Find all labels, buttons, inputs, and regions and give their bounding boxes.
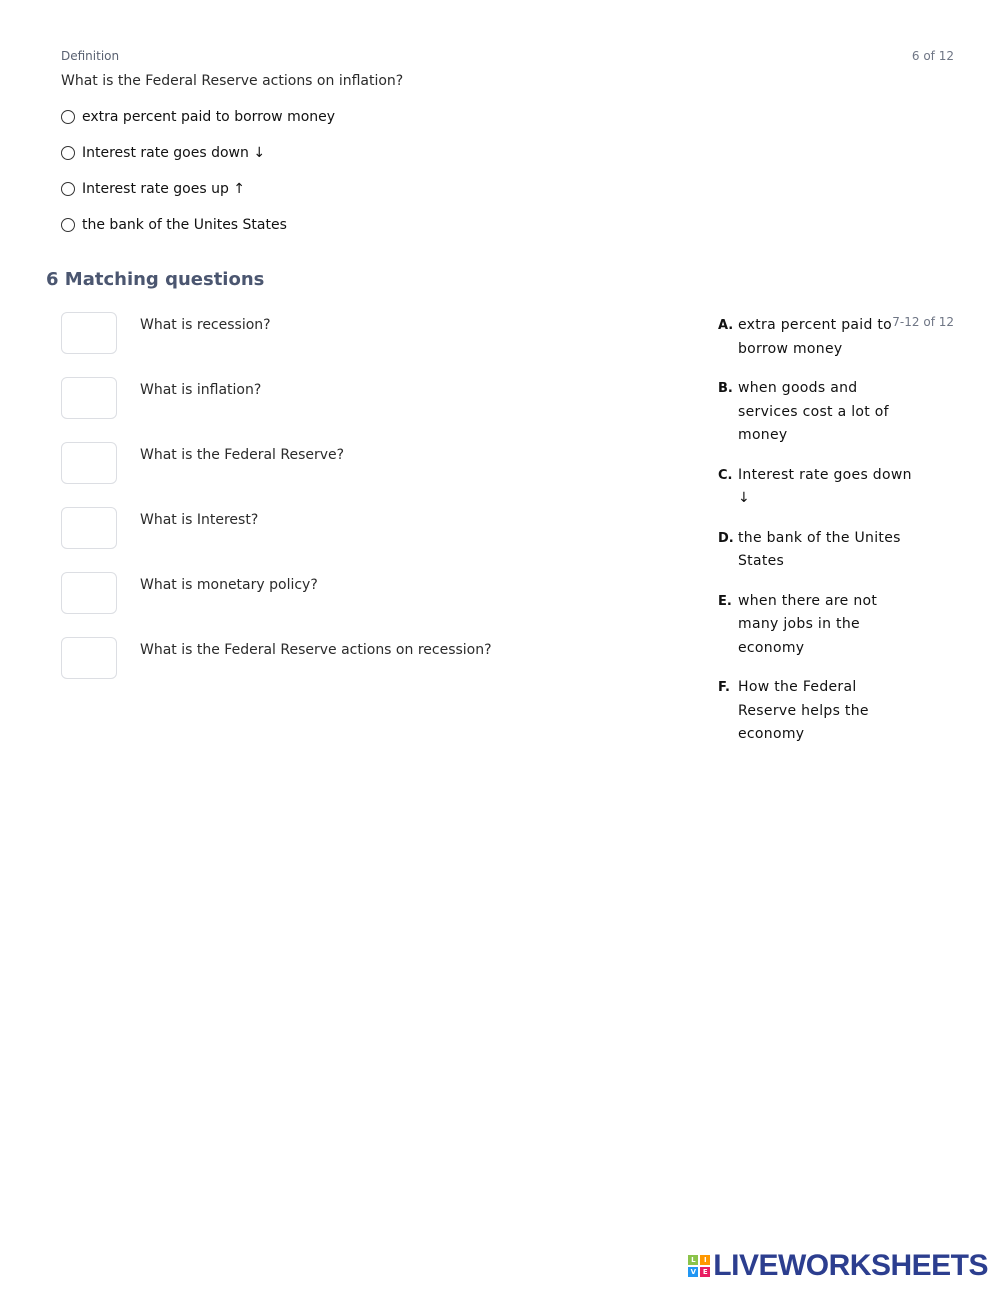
choice-c	[718, 464, 918, 511]
question-prompt: What is the Federal Reserve actions on inflation?	[61, 73, 404, 89]
match-question: What is Interest?	[140, 512, 259, 528]
option-label: Interest rate goes up ↑	[82, 181, 246, 197]
match-row	[61, 312, 492, 377]
option-label: the bank of the Unites States	[82, 217, 287, 233]
choice-d	[718, 527, 918, 574]
match-question: What is recession?	[140, 317, 271, 333]
option-3[interactable]	[61, 180, 335, 198]
match-row	[61, 377, 492, 442]
choice-text: the bank of the Unites States	[738, 529, 901, 569]
match-question: What is inflation?	[140, 382, 262, 398]
match-question: What is the Federal Reserve?	[140, 447, 345, 463]
logo-mark-icon	[688, 1255, 710, 1277]
choice-letter: D.	[718, 530, 734, 546]
answer-input-box[interactable]	[61, 507, 117, 549]
match-row	[61, 507, 492, 572]
matching-questions	[61, 312, 492, 702]
choice-a	[718, 314, 918, 361]
answer-input-box[interactable]	[61, 572, 117, 614]
choice-f	[718, 676, 918, 747]
choice-letter: A.	[718, 318, 734, 333]
answer-input-box[interactable]	[61, 442, 117, 484]
choice-text: when there are not many jobs in the economy	[738, 592, 878, 656]
logo-mark-tile: E	[700, 1267, 710, 1277]
question-counter: 6 of 12	[911, 49, 954, 63]
radio-button[interactable]	[61, 146, 75, 160]
choice-letter: C.	[718, 467, 733, 483]
logo-mark-tile: L	[688, 1255, 698, 1265]
section-title: 6 Matching questions	[46, 269, 265, 290]
choice-text: How the Federal Reserve helps the economy	[738, 679, 869, 742]
radio-button[interactable]	[61, 182, 75, 196]
choice-letter: E.	[718, 593, 732, 609]
choice-letter: B.	[718, 381, 733, 396]
option-label: extra percent paid to borrow money	[82, 109, 336, 125]
answer-input-box[interactable]	[61, 637, 117, 679]
match-row	[61, 442, 492, 507]
match-row	[61, 637, 492, 702]
logo-text: LIVEWORKSHEETS	[713, 1249, 988, 1282]
choices-counter: 7-12 of 12	[892, 315, 954, 329]
choice-letter: F.	[718, 680, 730, 695]
choice-text: when goods and services cost a lot of money	[738, 380, 889, 443]
option-4[interactable]	[61, 216, 335, 234]
choice-text: Interest rate goes down ↓	[738, 466, 912, 506]
logo-mark-tile: I	[700, 1255, 710, 1265]
radio-button[interactable]	[61, 110, 75, 124]
liveworksheets-logo	[688, 1249, 988, 1283]
radio-button[interactable]	[61, 218, 75, 232]
choice-e	[718, 590, 918, 661]
choice-b	[718, 377, 918, 448]
answer-input-box[interactable]	[61, 312, 117, 354]
answer-choices	[718, 314, 918, 763]
match-question: What is monetary policy?	[140, 577, 318, 593]
option-1[interactable]	[61, 108, 335, 126]
answer-input-box[interactable]	[61, 377, 117, 419]
option-2[interactable]	[61, 144, 335, 162]
answer-options	[61, 108, 335, 252]
question-label: Definition	[61, 49, 120, 63]
match-row	[61, 572, 492, 637]
match-question: What is the Federal Reserve actions on recession?	[140, 642, 492, 658]
logo-mark-tile: V	[688, 1267, 698, 1277]
option-label: Interest rate goes down ↓	[82, 145, 266, 161]
choice-text: extra percent paid to borrow money	[738, 317, 893, 357]
